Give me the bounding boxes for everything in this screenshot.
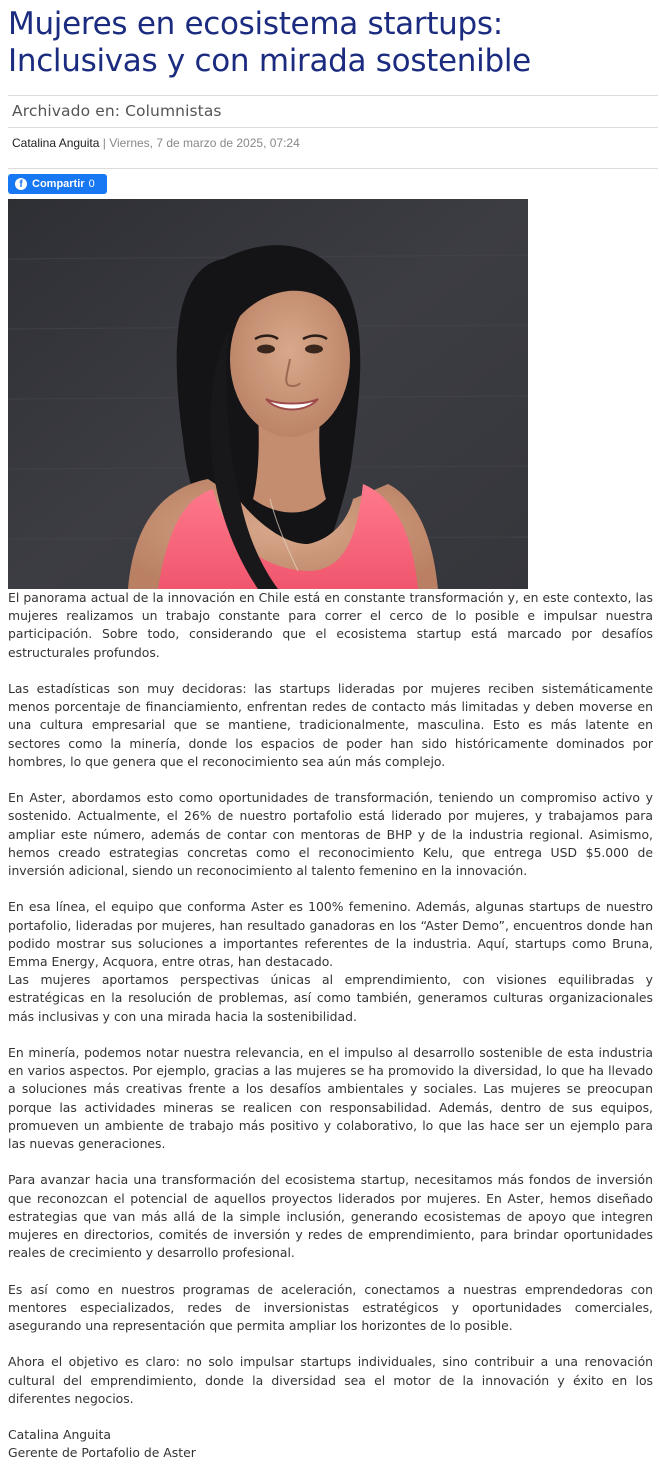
author-name[interactable]: Catalina Anguita (12, 136, 100, 150)
paragraph: Ahora el objetivo es claro: no solo impulsar startups individuales, sino contribuir a una renovación cultural del emprendimiento, donde la diversidad sea el motor de la innovación y éxito en los diferentes negocios. (8, 1354, 653, 1406)
paragraph: En minería, podemos notar nuestra relevancia, en el impulso al desarrollo sostenible de esta industria en varios aspectos. Por ejemplo, gracias a las mujeres se ha promovido la diversidad, lo que ha llevado a soluciones más creativas frente a los desafíos ambientales y sociales. Las mujeres se preocupan porque las actividades mineras se realicen con responsabilidad. Además, dentro de sus equipos, promueven un ambiente de trabajo más positivo y colaborativo, lo que las hace ser un ejemplo para las nuevas generaciones. (8, 1045, 653, 1152)
archive-category (12, 101, 222, 121)
signature (8, 1426, 653, 1462)
paragraph: Para avanzar hacia una transformación del ecosistema startup, necesitamos más fondos de inversión que reconozcan el potencial de aquellos proyectos liderados por mujeres. En Aster, hemos diseñado estrategias que van más allá de la simple inclusión, generando ecosistemas de apoyo que integren mujeres en directorios, comités de inversión y redes de emprendimiento, para brindar oportunidades reales de crecimiento y desarrollo profesional. (8, 1172, 653, 1261)
article-body (8, 589, 653, 1463)
byline (12, 135, 300, 151)
byline-separator: | (99, 136, 110, 150)
paragraph: En Aster, abordamos esto como oportunidades de transformación, teniendo un compromiso activo y sostenido. Actualmente, el 26% de nuestro portafolio está liderado por mujeres, y trabajamos para ampliar este número, además de contar con mentoras de BHP y de la industria regional. Asimismo, hemos creado estrategias concretas como el reconocimiento Kelu, que entrega USD $5.000 de inversión adicional, siendo un reconocimiento al talento femenino en la innovación. (8, 790, 653, 879)
archive-label[interactable]: Archivado en: Columnistas (12, 102, 222, 120)
paragraph: Es así como en nuestros programas de aceleración, conectamos a nuestras emprendedoras con mentores especializados, redes de inversionistas estratégicos y oportunidades comerciales, asegurando una representación que permita ampliar los horizontes de lo posible. (8, 1281, 653, 1334)
paragraph: El panorama actual de la innovación en Chile está en constante transformación y, en este contexto, las mujeres realizamos un trabajo constante para correr el cerco de lo posible e impulsar nuestra participación. Sobre todo, considerando que el ecosistema startup está marcado por desafíos estructurales profundos. (8, 590, 653, 660)
facebook-share-button[interactable] (8, 174, 107, 194)
signature-role: Gerente de Portafolio de Aster (8, 1445, 196, 1461)
paragraph: En esa línea, el equipo que conforma Aster es 100% femenino. Además, algunas startups de nuestro portafolio, lideradas por mujeres, han resultado ganadoras en los “Aster Demo”, encuentros donde han podido mostrar sus soluciones a importantes referentes de la industria. Aquí, startups como Bruna, Emma Energy, Acquora, entre otras, han destacado. (8, 899, 653, 970)
divider (8, 95, 658, 96)
share-label: Compartir (32, 178, 85, 190)
divider (8, 127, 658, 128)
facebook-icon: f (15, 178, 27, 190)
article-title: Mujeres en ecosistema startups: Inclusivas y con mirada sostenible (8, 6, 531, 79)
share-count: 0 (88, 178, 95, 190)
publish-date: Viernes, 7 de marzo de 2025, 07:24 (109, 136, 300, 150)
author-photo (8, 199, 528, 589)
paragraph: Las estadísticas son muy decidoras: las startups lideradas por mujeres reciben sistemáticamente menos porcentaje de financiamiento, enfrentan redes de contacto más limitadas y deben moverse en una cultura empresarial que se mantiene, tradicionalmente, masculina. Esto es más latente en sectores como la minería, donde los espacios de poder han sido históricamente dominados por hombres, lo que genera que el reconocimiento sea aún más complejo. (8, 681, 653, 769)
divider (8, 168, 658, 169)
paragraph: Las mujeres aportamos perspectivas únicas al emprendimiento, con visiones equilibradas y estratégicas en la resolución de problemas, así como también, generamos culturas organizacionales más inclusivas y con una mirada hacia la sostenibilidad. (8, 972, 653, 1024)
signature-name: Catalina Anguita (8, 1427, 111, 1443)
